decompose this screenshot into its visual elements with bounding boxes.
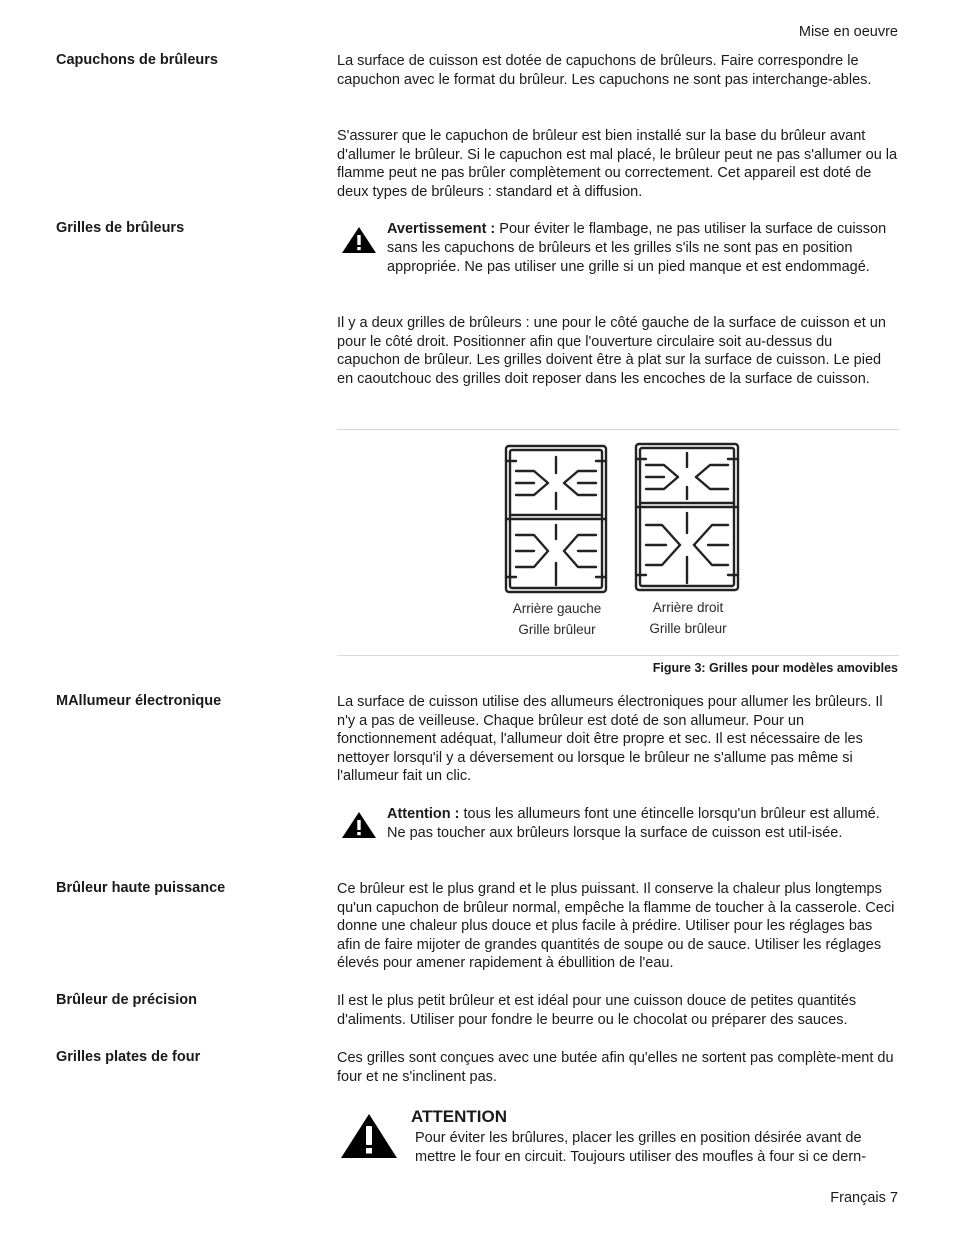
warning-block [337,220,899,277]
heading-grilles-four: Grilles plates de four [56,1049,201,1065]
precision-paragraph: Il est le plus petit brûleur et est idéal pour une cuisson douce de petites quantités d'aliments. Utiliser pour fondre le beurre ou le chocolat ou préparer des sauces. [337,993,857,1028]
left-grate-caption-line2: Grille brûleur [518,622,596,637]
left-grate-caption-line1: Arrière gauche [512,601,602,616]
attention-paragraph: Pour éviter les brûlures, placer les grilles en position désirée avant de mettre le four en circuit. Toujours utiliser des moufles à four si ce dern- [415,1130,867,1165]
page-number: Français 7 [830,1190,898,1206]
heading-grilles: Grilles de brûleurs [56,220,185,236]
right-burner-grate-illustration [634,441,740,593]
right-grate-caption-line2: Grille brûleur [649,621,727,636]
header-section-title: Mise en oeuvre [798,24,898,40]
heading-allumeur: MAllumeur électronique [56,693,222,709]
heading-precision: Brûleur de précision [56,992,198,1008]
right-grate-caption [618,597,758,639]
grilles-four-paragraph: Ces grilles sont conçues avec une butée afin qu'elles ne sortent pas complète-ment du four et ne s'inclinent pas. [337,1050,894,1085]
capuchons-paragraph-2: S'assurer que le capuchon de brûleur est bien installé sur la base du brûleur avant d'allumer le brûleur. Si le capuchon est mal placé, le brûleur peut ne pas s'allumer ou la flamme peut ne pas brûler complètement ou correctement. Cet appareil est doté de deux types de brûleurs : standard et à diffusion. [337,128,898,200]
figure-caption: Figure 3: Grilles pour modèles amovibles [652,661,898,675]
capuchons-paragraph-1: La surface de cuisson est dotée de capuchons de brûleurs. Faire correspondre le capuchon avec le format du brûleur. Les capuchons ne sont pas interchange-ables. [337,53,872,88]
heading-haute-puissance: Brûleur haute puissance [56,880,226,896]
attention-large-triangle-icon [340,1113,398,1159]
figure-top-rule [337,429,899,430]
attention-block [387,805,899,843]
heading-capuchons: Capuchons de brûleurs [56,52,218,68]
attention-triangle-icon [341,811,377,839]
attention-heading: ATTENTION [411,1107,508,1126]
warning-text: Pour éviter le flambage, ne pas utiliser la surface de cuisson sans les capuchons de brûleurs et les grilles s'ils ne sont pas en position appropriée. Ne pas utiliser une grille si un pied manque et est endommagé. [387,221,887,275]
right-grate-caption-line1: Arrière droit [652,600,724,615]
allumeur-paragraph-1: La surface de cuisson utilise des allumeurs électroniques pour allumer les brûleurs. Il n'y a pas de veilleuse. Chaque brûleur est doté de son allumeur. Pour un fonctionnement adéquat, l'allumeur doit être propre et sec. Il est nécessaire de les nettoyer lorsqu'il y a déversement ou lorsque le brûleur ne s'allume pas même si l'allumeur fait un clic. [337,694,883,785]
attention-label: Attention : [387,806,460,822]
grilles-paragraph-1: Il y a deux grilles de brûleurs : une pour le côté gauche de la surface de cuisson et un pour le côté droit. Positionner afin que l'ouverture circulaire soit au-dessus du capuchon de brûleur. Les grilles doivent être à plat sur la surface de cuisson. Le pied en caoutchouc des grilles doit reposer dans les encoches de la surface de cuisson. [337,315,886,387]
attention-text: tous les allumeurs font une étincelle lorsqu'un brûleur est allumé. Ne pas toucher aux brûleurs lorsque la surface de cuisson est util-isée. [387,806,880,841]
left-grate-caption [487,598,627,640]
left-burner-grate-illustration [504,443,608,595]
haute-puissance-paragraph: Ce brûleur est le plus grand et le plus puissant. Il conserve la chaleur plus longtemps qu'un capuchon de brûleur normal, empêche la flamme de toucher à la casserole. Ceci donne une chaleur plus douce et plus facile à prédire. Utiliser pour les réglages bas afin de faire mijoter de grandes quantités de soupe ou de sauce. Utiliser les réglages élevés pour amener rapidement à ébullition de l'eau. [337,881,895,972]
warning-icon-spacer [337,220,387,276]
figure-bottom-rule [337,655,899,656]
warning-label: Avertissement : [387,221,496,237]
